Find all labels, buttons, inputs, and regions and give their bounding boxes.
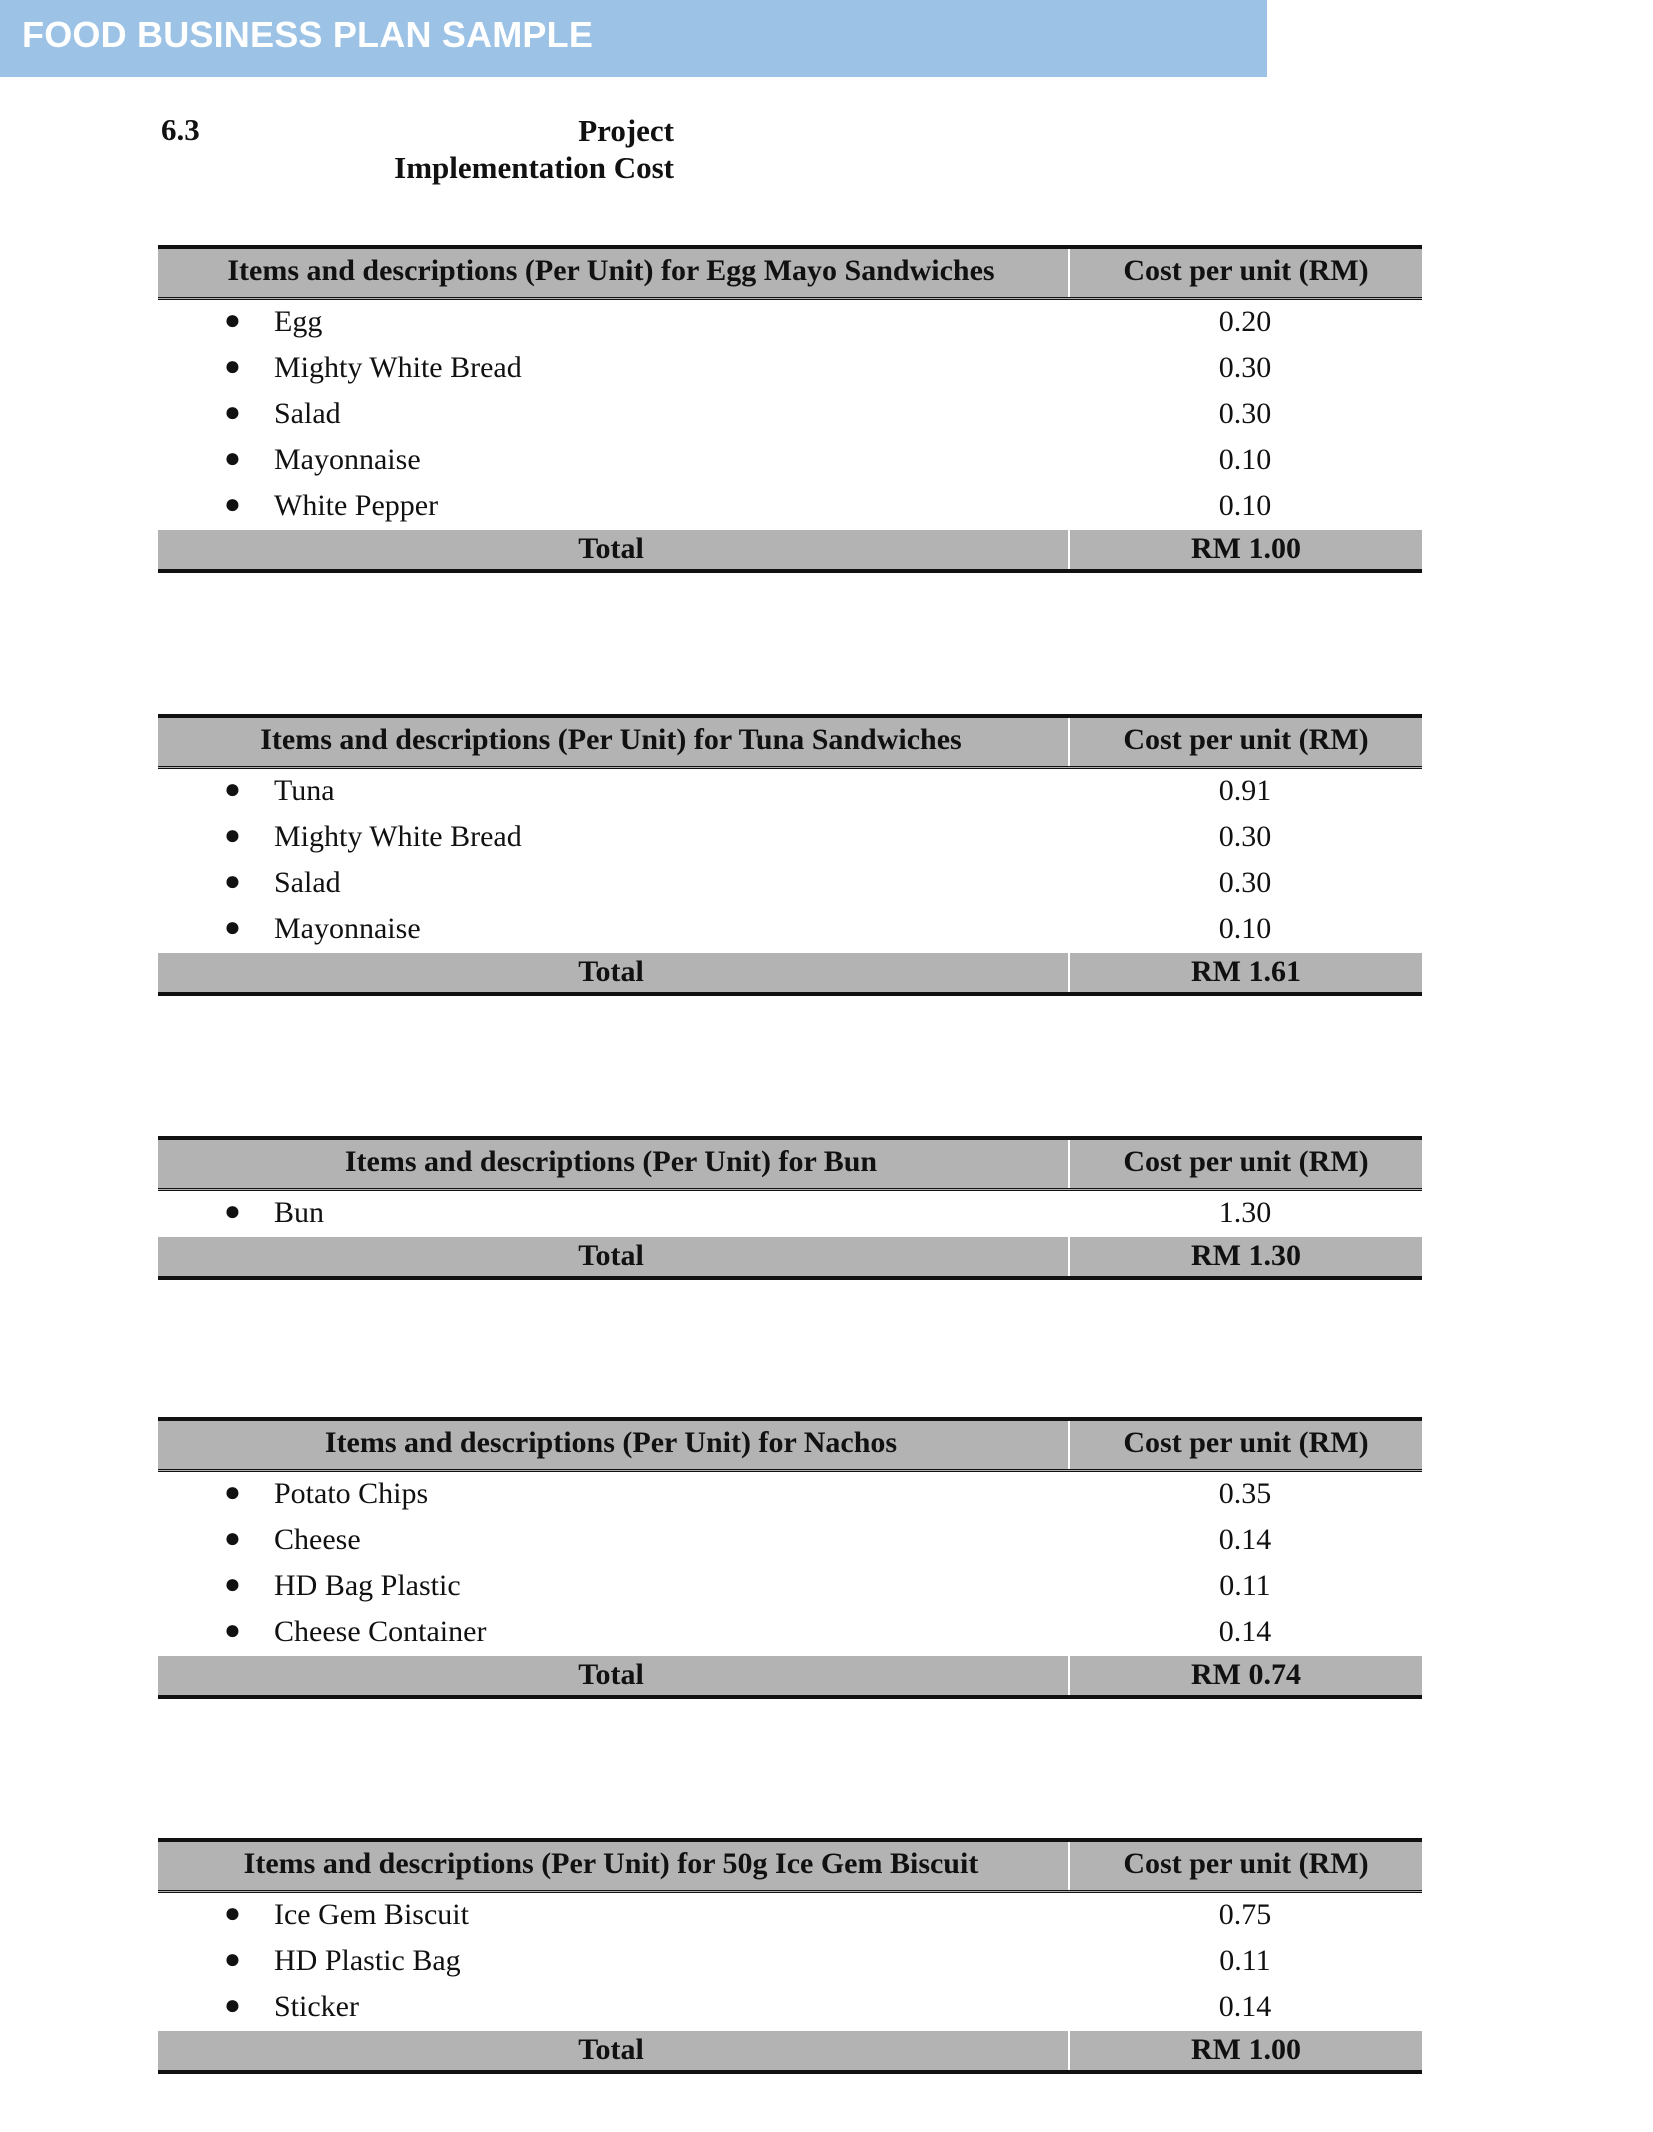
item-cost: 0.30 xyxy=(1218,397,1272,430)
item-name: Sticker xyxy=(274,1990,359,2023)
item-cost: 0.75 xyxy=(1218,1898,1272,1931)
total-row xyxy=(158,953,1422,996)
bullet-icon: ● xyxy=(224,1196,241,1227)
item-name: Mayonnaise xyxy=(274,912,421,945)
total-row xyxy=(158,530,1422,573)
total-label: Total xyxy=(578,532,644,565)
item-name: Salad xyxy=(274,866,341,899)
table-header xyxy=(158,1838,1422,1893)
item-cost: 0.14 xyxy=(1218,1615,1272,1648)
item-cost: 0.30 xyxy=(1218,820,1272,853)
section-title-line1: Project xyxy=(578,113,674,148)
table-row xyxy=(158,1191,1422,1237)
header-cost: Cost per unit (RM) xyxy=(1068,1140,1422,1188)
total-label: Total xyxy=(578,1239,644,1272)
item-cost: 0.30 xyxy=(1218,351,1272,384)
item-cost: 0.14 xyxy=(1218,1990,1272,2023)
header-description: Items and descriptions (Per Unit) for Egg Mayo Sandwiches xyxy=(227,254,995,287)
table-row xyxy=(158,1893,1422,1939)
total-label: Total xyxy=(578,2033,644,2066)
bullet-icon: ● xyxy=(224,1569,241,1600)
table-row xyxy=(158,300,1422,346)
cost-table-ice-gem-biscuit xyxy=(158,1838,1422,2074)
total-label: Total xyxy=(578,1658,644,1691)
section-title-line2: Implementation Cost xyxy=(394,150,674,185)
table-row xyxy=(158,1518,1422,1564)
item-name: Cheese Container xyxy=(274,1615,487,1648)
item-cost: 0.10 xyxy=(1218,443,1272,476)
item-name: White Pepper xyxy=(274,489,439,522)
bullet-icon: ● xyxy=(224,1523,241,1554)
item-cost: 0.20 xyxy=(1218,305,1272,338)
table-row xyxy=(158,1610,1422,1656)
item-name: Bun xyxy=(274,1196,325,1229)
table-row xyxy=(158,484,1422,530)
bullet-icon: ● xyxy=(224,351,241,382)
total-row xyxy=(158,2031,1422,2074)
item-cost: 1.30 xyxy=(1218,1196,1272,1229)
header-description: Items and descriptions (Per Unit) for Tuna Sandwiches xyxy=(260,723,962,756)
cost-table-nachos xyxy=(158,1417,1422,1699)
table-row xyxy=(158,1564,1422,1610)
item-cost: 0.14 xyxy=(1218,1523,1272,1556)
table-row xyxy=(158,861,1422,907)
bullet-icon: ● xyxy=(224,489,241,520)
bullet-icon: ● xyxy=(224,305,241,336)
bullet-icon: ● xyxy=(224,912,241,943)
item-name: Tuna xyxy=(274,774,335,807)
section-title xyxy=(300,112,674,186)
table-header xyxy=(158,1136,1422,1191)
item-cost: 0.30 xyxy=(1218,866,1272,899)
header-cost: Cost per unit (RM) xyxy=(1068,249,1422,297)
item-cost: 0.11 xyxy=(1219,1569,1271,1602)
bullet-icon: ● xyxy=(224,443,241,474)
total-value: RM 0.74 xyxy=(1068,1656,1422,1695)
bullet-icon: ● xyxy=(224,1944,241,1975)
table-row xyxy=(158,815,1422,861)
item-name: Mayonnaise xyxy=(274,443,421,476)
table-row xyxy=(158,392,1422,438)
item-name: HD Plastic Bag xyxy=(274,1944,461,1977)
item-cost: 0.91 xyxy=(1218,774,1272,807)
item-cost: 0.10 xyxy=(1218,489,1272,522)
item-name: Egg xyxy=(274,305,323,338)
item-name: Cheese xyxy=(274,1523,361,1556)
bullet-icon: ● xyxy=(224,1898,241,1929)
header-description: Items and descriptions (Per Unit) for 50g Ice Gem Biscuit xyxy=(243,1847,979,1880)
cost-table-tuna xyxy=(158,714,1422,996)
total-row xyxy=(158,1656,1422,1699)
table-header xyxy=(158,1417,1422,1472)
bullet-icon: ● xyxy=(224,1615,241,1646)
table-header xyxy=(158,714,1422,769)
total-value: RM 1.30 xyxy=(1068,1237,1422,1276)
total-value: RM 1.00 xyxy=(1068,2031,1422,2070)
item-name: Mighty White Bread xyxy=(274,351,522,384)
bullet-icon: ● xyxy=(224,1477,241,1508)
cost-table-bun xyxy=(158,1136,1422,1280)
header-description: Items and descriptions (Per Unit) for Bun xyxy=(344,1145,878,1178)
table-row xyxy=(158,438,1422,484)
header-cost: Cost per unit (RM) xyxy=(1068,1421,1422,1469)
total-value: RM 1.61 xyxy=(1068,953,1422,992)
table-row xyxy=(158,346,1422,392)
header-cost: Cost per unit (RM) xyxy=(1068,1842,1422,1890)
header-banner xyxy=(0,0,1267,77)
item-name: Salad xyxy=(274,397,341,430)
cost-table-egg-mayo xyxy=(158,245,1422,573)
bullet-icon: ● xyxy=(224,866,241,897)
item-cost: 0.10 xyxy=(1218,912,1272,945)
bullet-icon: ● xyxy=(224,397,241,428)
total-label: Total xyxy=(578,955,644,988)
bullet-icon: ● xyxy=(224,774,241,805)
header-cost: Cost per unit (RM) xyxy=(1068,718,1422,766)
table-header xyxy=(158,245,1422,300)
table-row xyxy=(158,907,1422,953)
item-cost: 0.35 xyxy=(1218,1477,1272,1510)
section-number: 6.3 xyxy=(161,112,200,147)
header-description: Items and descriptions (Per Unit) for Nachos xyxy=(324,1426,898,1459)
item-name: HD Bag Plastic xyxy=(274,1569,461,1602)
total-row xyxy=(158,1237,1422,1280)
table-row xyxy=(158,1472,1422,1518)
item-name: Mighty White Bread xyxy=(274,820,522,853)
table-row xyxy=(158,1985,1422,2031)
total-value: RM 1.00 xyxy=(1068,530,1422,569)
item-name: Ice Gem Biscuit xyxy=(274,1898,469,1931)
table-row xyxy=(158,769,1422,815)
table-row xyxy=(158,1939,1422,1985)
item-cost: 0.11 xyxy=(1219,1944,1271,1977)
bullet-icon: ● xyxy=(224,820,241,851)
item-name: Potato Chips xyxy=(274,1477,429,1510)
banner-title: FOOD BUSINESS PLAN SAMPLE xyxy=(22,14,594,55)
bullet-icon: ● xyxy=(224,1990,241,2021)
